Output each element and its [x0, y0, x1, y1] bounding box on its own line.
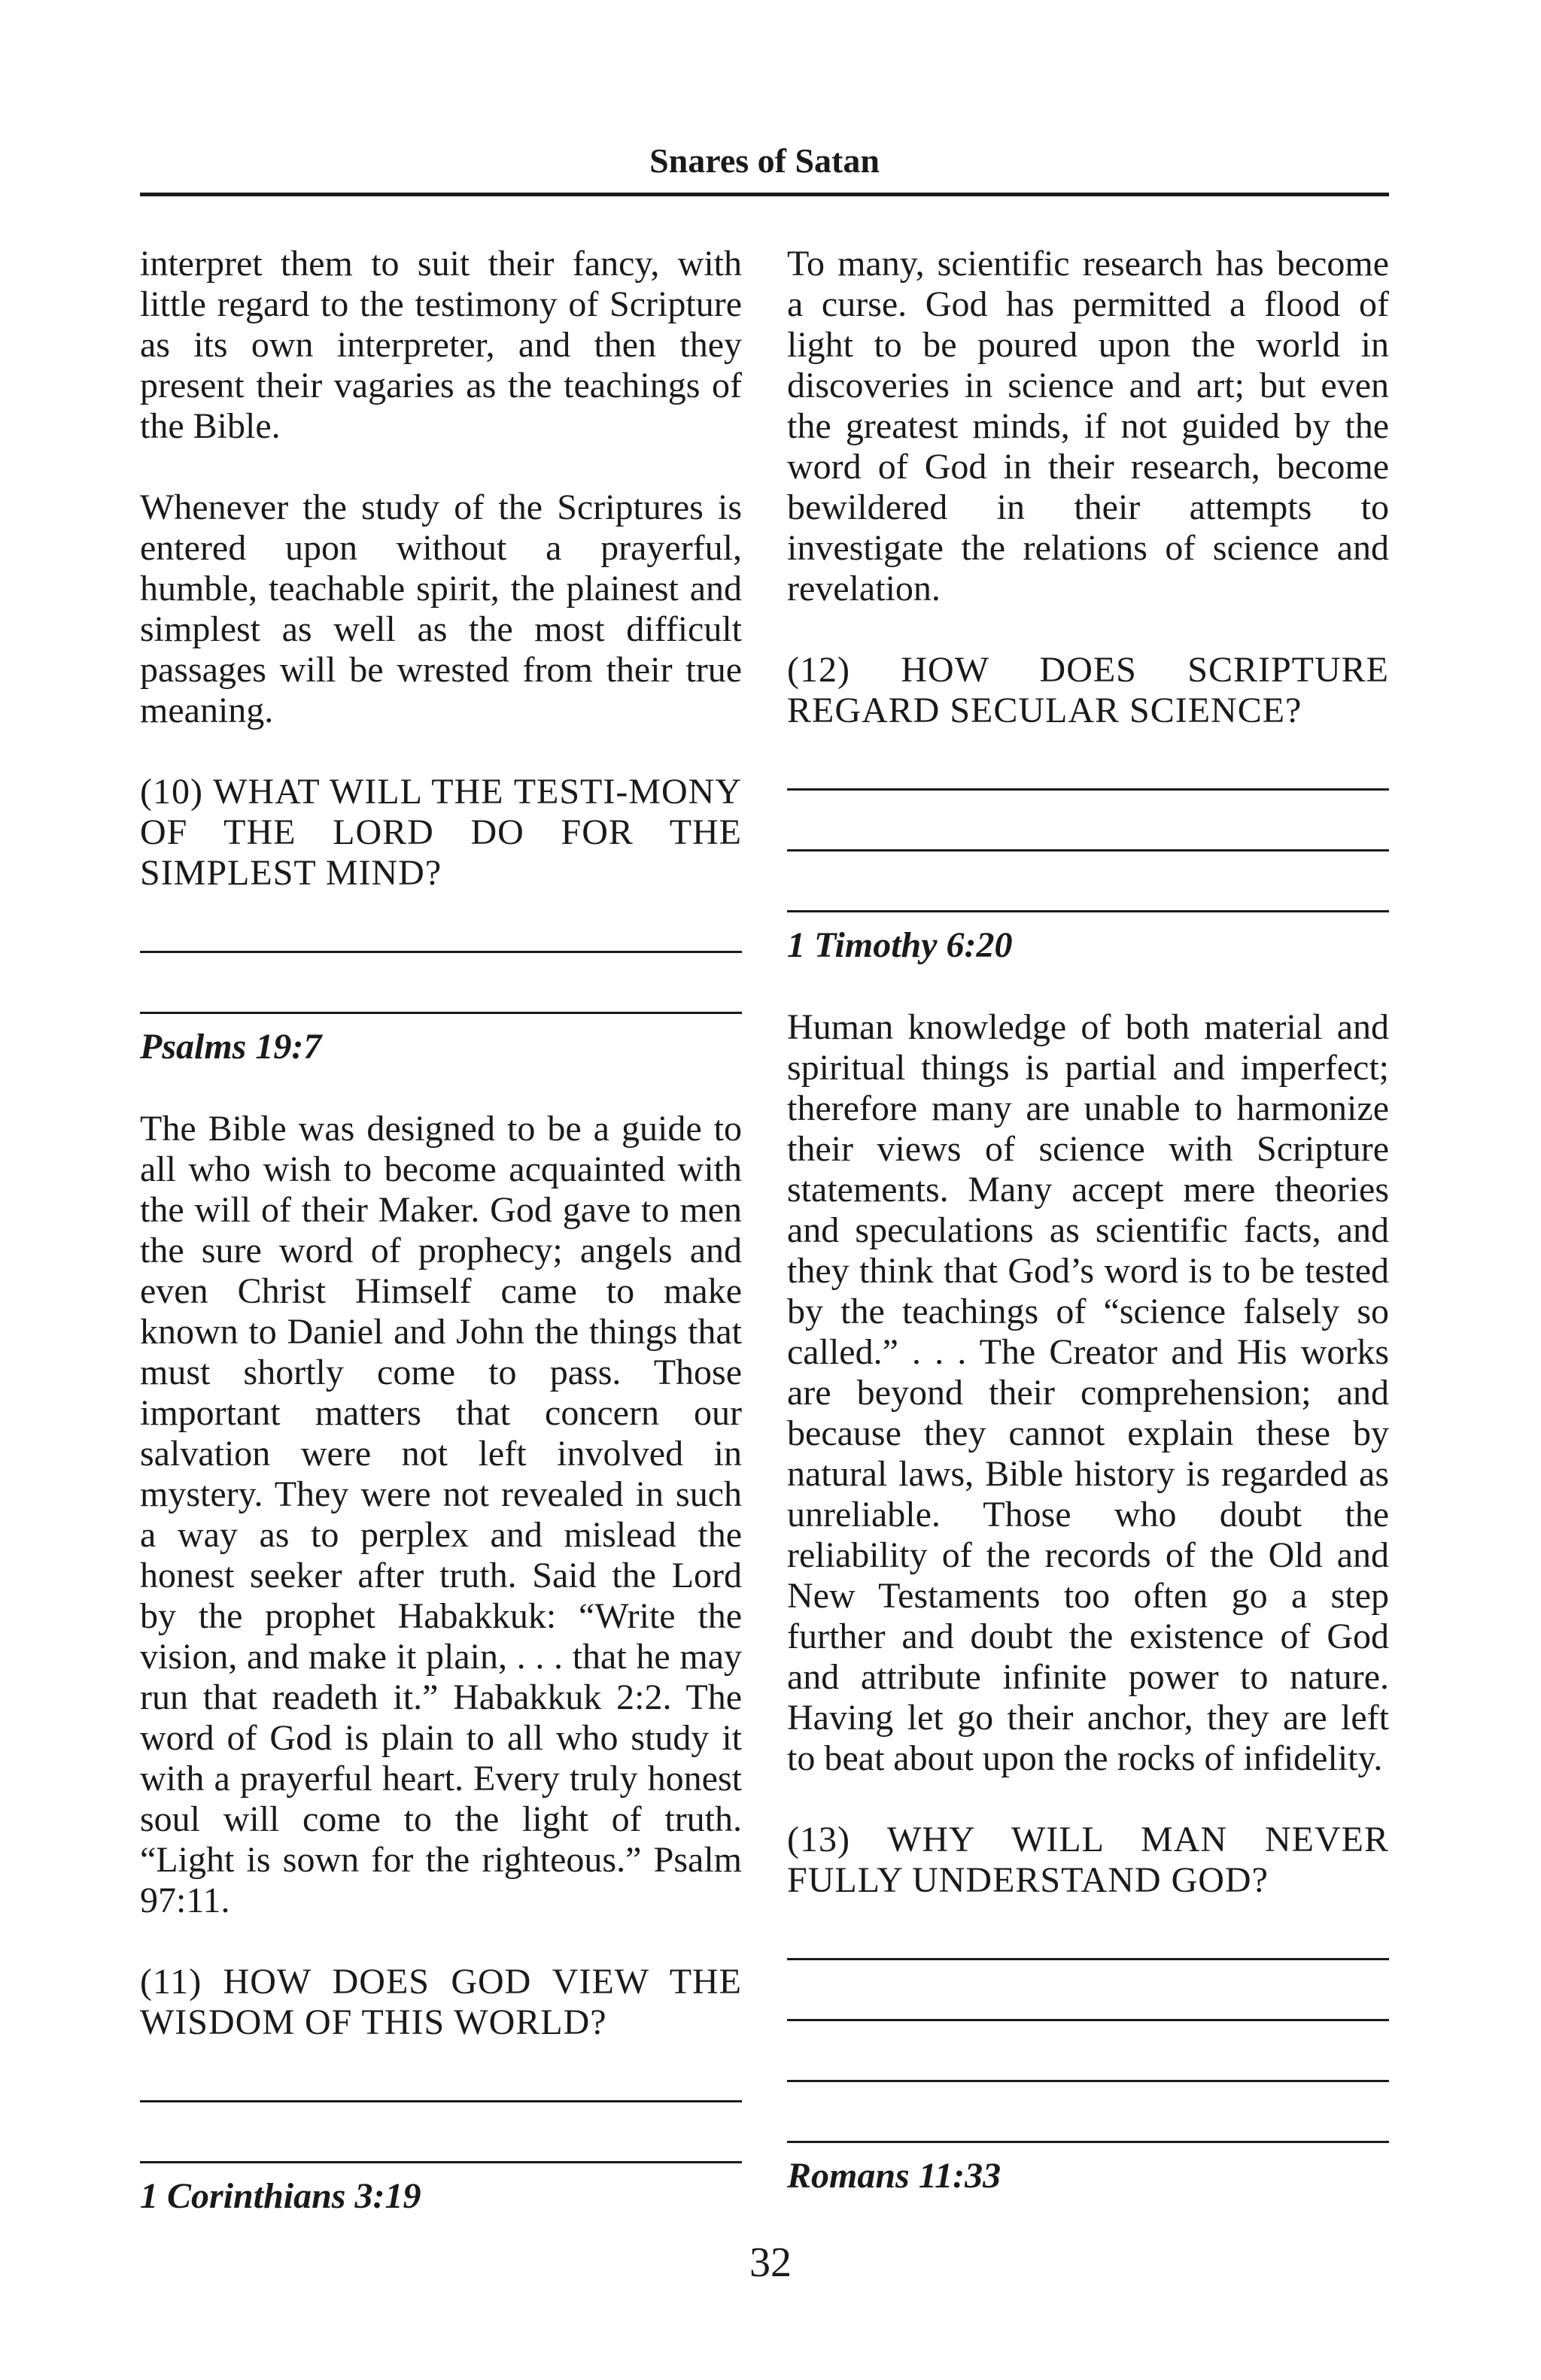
right-column	[787, 244, 1389, 2197]
scripture-reference: Romans 11:33	[787, 2156, 1001, 2196]
paragraph: interpret them to suit their fancy, with little regard to the testimony of Scripture as its own interpreter, and then they present their vagaries as the teachings of the Bible.	[140, 244, 742, 446]
left-column	[140, 244, 742, 2218]
scripture-reference: 1 Corinthians 3:19	[140, 2176, 421, 2216]
paragraph: Human knowledge of both material and spiritual things is partial and imperfect; therefore many are unable to harmonize their views of science with Scripture statements. Many accept mere theories and speculations as scientific facts, and they think that God’s word is to be tested by the teachings of “science falsely so called.” . . . The Creator and His works are beyond their comprehension; and because they cannot explain these by natural laws, Bible history is regarded as unreliable. Those who doubt the reliability of the records of the Old and New Testaments too often go a step further and doubt the existence of God and attribute infinite power to nature. Having let go their anchor, they are left to beat about upon the rocks of infidelity.	[787, 1007, 1389, 1778]
paragraph: To many, scientific research has become a curse. God has permitted a flood of light to be poured upon the world in discoveries in science and art; but even the greatest minds, if not guided by the word of God in their research, become bewildered in their attempts to investigate the relations of science and revelation.	[787, 244, 1389, 609]
running-title: Snares of Satan	[649, 141, 880, 180]
scripture-reference: 1 Timothy 6:20	[787, 925, 1013, 965]
study-question-10: (10) WHAT WILL THE TESTI-MONY OF THE LORD DO FOR THE SIMPLEST MIND?	[140, 772, 742, 893]
page-number: 32	[749, 2239, 792, 2286]
paragraph: The Bible was designed to be a guide to all who wish to become acquainted with the will of their Maker. God gave to men the sure word of prophecy; angels and even Christ Himself came to make known to Daniel and John the things that must shortly come to pass. Those important matters that concern our salvation were not left involved in mystery. They were not revealed in such a way as to perplex and mislead the honest seeker after truth. Said the Lord by the prophet Habakkuk: “Write the vision, and make it plain, . . . that he may run that readeth it.” Habakkuk 2:2. The word of God is plain to all who study it with a prayerful heart. Every truly honest soul will come to the light of truth. “Light is sown for the righteous.” Psalm 97:11.	[140, 1109, 742, 1920]
study-question-12: (12) HOW DOES SCRIPTURE REGARD SECULAR SCIENCE?	[787, 650, 1389, 730]
study-question-11: (11) HOW DOES GOD VIEW THE WISDOM OF THIS WORLD?	[140, 1962, 742, 2042]
paragraph: Whenever the study of the Scriptures is entered upon without a prayerful, humble, teachable spirit, the plainest and simplest as well as the most difficult passages will be wrested from their true meaning.	[140, 487, 742, 730]
study-question-13: (13) WHY WILL MAN NEVER FULLY UNDERSTAND GOD?	[787, 1820, 1389, 1900]
header-rule	[140, 193, 1389, 196]
scripture-reference: Psalms 19:7	[140, 1027, 322, 1067]
